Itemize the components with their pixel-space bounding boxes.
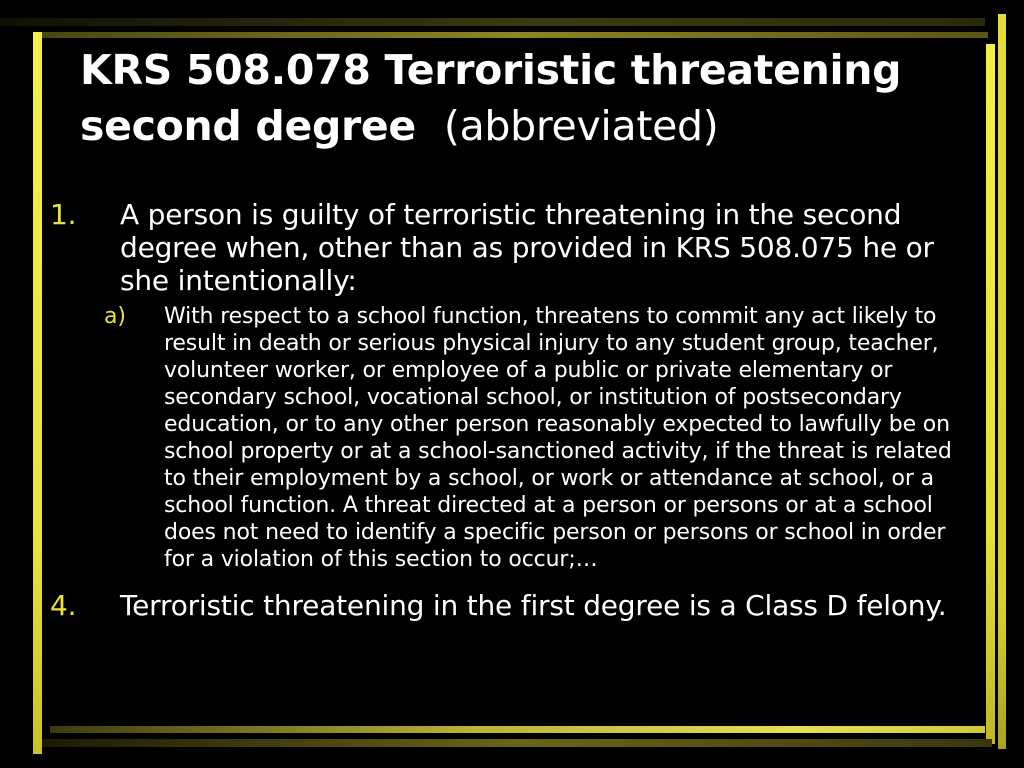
frame-bar-left <box>33 32 42 754</box>
list-item-text: Terroristic threatening in the first degree is a Class D felony. <box>120 589 947 622</box>
slide-body <box>50 198 980 622</box>
list-item-1 <box>50 198 980 297</box>
title-bold-text: KRS 508.078 Terroristic threatening second degree <box>80 46 902 150</box>
title-normal-text: (abbreviated) <box>443 102 719 150</box>
list-number: 1. <box>50 198 77 231</box>
frame-bar-right-inner <box>986 44 995 744</box>
frame-bar-top-outer <box>0 18 985 26</box>
sub-list-item-a <box>50 303 980 573</box>
frame-bar-right-outer <box>998 14 1006 749</box>
list-item-4 <box>50 589 980 622</box>
frame-bar-top-inner <box>40 32 988 38</box>
slide-title <box>80 42 960 154</box>
frame-bar-bottom-inner <box>50 726 985 733</box>
list-number: 4. <box>50 589 77 622</box>
list-item-text: A person is guilty of terroristic threatening in the second degree when, other than as provided in KRS 508.075 he or she intentionally: <box>120 198 934 297</box>
frame-bar-bottom-outer <box>42 739 992 747</box>
sub-list-item-text: With respect to a school function, threatens to commit any act likely to result in death or serious physical injury to any student group, teacher, volunteer worker, or employee of a public or private elementary or secondary school, vocational school, or institution of postsecondary education, or to any other person reasonably expected to lawfully be on school property or at a school-sanctioned activity, if the threat is related to their employment by a school, or work or attendance at school, or a school function. A threat directed at a person or persons or at a school does not need to identify a specific person or persons or school in order for a violation of this section to occur;… <box>164 304 952 572</box>
sub-list-letter: a) <box>104 304 126 329</box>
